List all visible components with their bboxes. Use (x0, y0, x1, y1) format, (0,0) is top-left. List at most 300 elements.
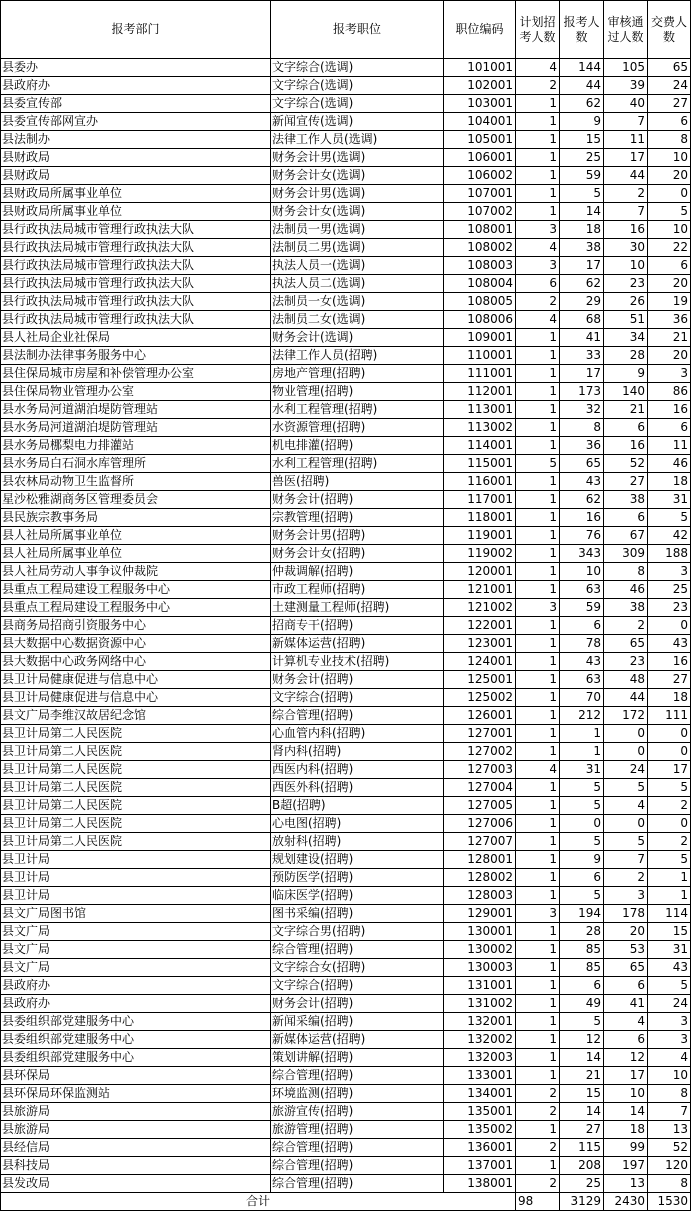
cell-paid: 8 (648, 1175, 691, 1193)
cell-plan: 1 (516, 941, 560, 959)
cell-paid: 18 (648, 689, 691, 707)
cell-position: 综合管理(招聘) (271, 1067, 444, 1085)
cell-approved: 23 (604, 653, 648, 671)
cell-plan: 1 (516, 1157, 560, 1175)
cell-dept: 县财政局 (1, 167, 271, 185)
cell-paid: 10 (648, 1067, 691, 1085)
table-row (1, 473, 691, 491)
cell-plan: 1 (516, 581, 560, 599)
cell-paid: 43 (648, 635, 691, 653)
cell-approved: 18 (604, 1121, 648, 1139)
cell-applied: 68 (560, 311, 604, 329)
cell-dept: 县大数据中心政务网络中心 (1, 653, 271, 671)
table-row (1, 221, 691, 239)
cell-paid: 114 (648, 905, 691, 923)
cell-approved: 9 (604, 365, 648, 383)
table-row (1, 545, 691, 563)
cell-approved: 16 (604, 221, 648, 239)
cell-dept: 县政府办 (1, 995, 271, 1013)
cell-position: 计算机专业技术(招聘) (271, 653, 444, 671)
cell-plan: 1 (516, 401, 560, 419)
cell-position: 西医外科(招聘) (271, 779, 444, 797)
cell-dept: 县卫计局第二人民医院 (1, 797, 271, 815)
cell-paid: 11 (648, 437, 691, 455)
cell-applied: 85 (560, 959, 604, 977)
cell-paid: 21 (648, 329, 691, 347)
cell-plan: 1 (516, 113, 560, 131)
cell-position: 招商专干(招聘) (271, 617, 444, 635)
cell-dept: 县商务局招商引资服务中心 (1, 617, 271, 635)
cell-paid: 43 (648, 959, 691, 977)
table-row (1, 635, 691, 653)
cell-position: 土建测量工程师(招聘) (271, 599, 444, 617)
cell-code: 135002 (444, 1121, 516, 1139)
cell-plan: 2 (516, 293, 560, 311)
cell-paid: 13 (648, 1121, 691, 1139)
cell-code: 129001 (444, 905, 516, 923)
cell-paid: 17 (648, 761, 691, 779)
table-row (1, 707, 691, 725)
cell-plan: 1 (516, 797, 560, 815)
table-row (1, 509, 691, 527)
cell-plan: 1 (516, 473, 560, 491)
table-body (1, 59, 691, 1193)
cell-approved: 41 (604, 995, 648, 1013)
cell-paid: 42 (648, 527, 691, 545)
cell-position: 放射科(招聘) (271, 833, 444, 851)
cell-position: 财务会计女(选调) (271, 203, 444, 221)
table-row (1, 527, 691, 545)
cell-position: 财务会计(选调) (271, 329, 444, 347)
cell-plan: 1 (516, 365, 560, 383)
cell-position: 预防医学(招聘) (271, 869, 444, 887)
cell-approved: 24 (604, 761, 648, 779)
cell-paid: 120 (648, 1157, 691, 1175)
cell-approved: 28 (604, 347, 648, 365)
cell-plan: 4 (516, 311, 560, 329)
cell-code: 117001 (444, 491, 516, 509)
table-row (1, 491, 691, 509)
table-row (1, 1049, 691, 1067)
cell-plan: 1 (516, 491, 560, 509)
cell-approved: 52 (604, 455, 648, 473)
cell-plan: 1 (516, 185, 560, 203)
table-row (1, 1121, 691, 1139)
cell-applied: 63 (560, 671, 604, 689)
cell-dept: 县委组织部党建服务中心 (1, 1049, 271, 1067)
cell-applied: 33 (560, 347, 604, 365)
cell-code: 111001 (444, 365, 516, 383)
cell-approved: 11 (604, 131, 648, 149)
table-row (1, 779, 691, 797)
cell-approved: 7 (604, 203, 648, 221)
cell-code: 119002 (444, 545, 516, 563)
cell-plan: 1 (516, 149, 560, 167)
cell-applied: 173 (560, 383, 604, 401)
cell-plan: 1 (516, 851, 560, 869)
cell-dept: 县卫计局第二人民医院 (1, 815, 271, 833)
cell-plan: 1 (516, 419, 560, 437)
cell-dept: 县委组织部党建服务中心 (1, 1013, 271, 1031)
cell-applied: 43 (560, 473, 604, 491)
cell-paid: 5 (648, 203, 691, 221)
table-row (1, 95, 691, 113)
cell-paid: 31 (648, 941, 691, 959)
cell-approved: 20 (604, 923, 648, 941)
cell-dept: 县环保局 (1, 1067, 271, 1085)
cell-applied: 27 (560, 1121, 604, 1139)
cell-dept: 县水务局河道湖泊堤防管理站 (1, 419, 271, 437)
table-row (1, 455, 691, 473)
cell-applied: 17 (560, 365, 604, 383)
cell-position: 仲裁调解(招聘) (271, 563, 444, 581)
cell-dept: 县经信局 (1, 1139, 271, 1157)
cell-approved: 34 (604, 329, 648, 347)
cell-applied: 36 (560, 437, 604, 455)
cell-code: 114001 (444, 437, 516, 455)
cell-dept: 县财政局所属事业单位 (1, 185, 271, 203)
cell-code: 112001 (444, 383, 516, 401)
cell-code: 127002 (444, 743, 516, 761)
cell-approved: 27 (604, 473, 648, 491)
cell-code: 135001 (444, 1103, 516, 1121)
cell-position: 法律工作人员(选调) (271, 131, 444, 149)
cell-plan: 2 (516, 1139, 560, 1157)
table-row (1, 671, 691, 689)
cell-position: 心电图(招聘) (271, 815, 444, 833)
cell-approved: 7 (604, 851, 648, 869)
cell-code: 108001 (444, 221, 516, 239)
cell-applied: 59 (560, 167, 604, 185)
cell-position: 机电排灌(招聘) (271, 437, 444, 455)
cell-code: 132002 (444, 1031, 516, 1049)
cell-applied: 62 (560, 491, 604, 509)
table-row (1, 77, 691, 95)
cell-paid: 3 (648, 563, 691, 581)
cell-position: 新媒体运营(招聘) (271, 635, 444, 653)
cell-plan: 1 (516, 887, 560, 905)
cell-applied: 6 (560, 869, 604, 887)
cell-paid: 0 (648, 743, 691, 761)
cell-paid: 6 (648, 113, 691, 131)
cell-code: 102001 (444, 77, 516, 95)
total-approved: 2430 (604, 1193, 648, 1211)
cell-approved: 5 (604, 779, 648, 797)
cell-paid: 8 (648, 131, 691, 149)
cell-plan: 1 (516, 1049, 560, 1067)
cell-dept: 县旅游局 (1, 1121, 271, 1139)
cell-paid: 5 (648, 851, 691, 869)
cell-dept: 县水务局梛梨电力排灌站 (1, 437, 271, 455)
cell-plan: 1 (516, 833, 560, 851)
cell-approved: 178 (604, 905, 648, 923)
cell-position: 临床医学(招聘) (271, 887, 444, 905)
cell-code: 106001 (444, 149, 516, 167)
cell-approved: 65 (604, 635, 648, 653)
cell-plan: 1 (516, 1067, 560, 1085)
cell-approved: 6 (604, 419, 648, 437)
cell-dept: 县文广局李维汉故居纪念馆 (1, 707, 271, 725)
cell-plan: 2 (516, 1103, 560, 1121)
cell-dept: 县文广局图书馆 (1, 905, 271, 923)
table-row (1, 923, 691, 941)
cell-code: 125001 (444, 671, 516, 689)
cell-code: 128001 (444, 851, 516, 869)
cell-applied: 25 (560, 149, 604, 167)
table-row (1, 383, 691, 401)
header-plan: 计划招考人数 (516, 1, 560, 59)
cell-plan: 3 (516, 599, 560, 617)
cell-paid: 25 (648, 581, 691, 599)
cell-paid: 31 (648, 491, 691, 509)
cell-code: 127007 (444, 833, 516, 851)
table-row (1, 617, 691, 635)
cell-paid: 16 (648, 653, 691, 671)
cell-paid: 24 (648, 995, 691, 1013)
cell-plan: 1 (516, 635, 560, 653)
cell-code: 127006 (444, 815, 516, 833)
cell-approved: 7 (604, 113, 648, 131)
cell-dept: 县卫计局第二人民医院 (1, 761, 271, 779)
cell-plan: 1 (516, 131, 560, 149)
cell-paid: 19 (648, 293, 691, 311)
cell-applied: 212 (560, 707, 604, 725)
cell-dept: 县卫计局第二人民医院 (1, 833, 271, 851)
cell-applied: 76 (560, 527, 604, 545)
cell-applied: 43 (560, 653, 604, 671)
table-row (1, 851, 691, 869)
table-row (1, 239, 691, 257)
table-row (1, 401, 691, 419)
cell-dept: 县重点工程局建设工程服务中心 (1, 599, 271, 617)
cell-approved: 5 (604, 833, 648, 851)
table-row (1, 815, 691, 833)
cell-paid: 4 (648, 1049, 691, 1067)
cell-dept: 县行政执法局城市管理行政执法大队 (1, 221, 271, 239)
table-row (1, 419, 691, 437)
cell-code: 128002 (444, 869, 516, 887)
cell-paid: 20 (648, 347, 691, 365)
cell-code: 123001 (444, 635, 516, 653)
table-row (1, 203, 691, 221)
cell-approved: 38 (604, 599, 648, 617)
cell-dept: 县科技局 (1, 1157, 271, 1175)
table-row (1, 311, 691, 329)
cell-approved: 51 (604, 311, 648, 329)
cell-plan: 1 (516, 869, 560, 887)
cell-applied: 65 (560, 455, 604, 473)
cell-dept: 县人社局所属事业单位 (1, 545, 271, 563)
cell-position: 执法人员二(选调) (271, 275, 444, 293)
cell-paid: 5 (648, 509, 691, 527)
cell-code: 115001 (444, 455, 516, 473)
cell-code: 134001 (444, 1085, 516, 1103)
cell-paid: 24 (648, 77, 691, 95)
cell-dept: 星沙松雅湖商务区管理委员会 (1, 491, 271, 509)
cell-code: 138001 (444, 1175, 516, 1193)
cell-code: 131002 (444, 995, 516, 1013)
cell-applied: 5 (560, 887, 604, 905)
cell-position: 旅游管理(招聘) (271, 1121, 444, 1139)
cell-plan: 1 (516, 977, 560, 995)
header-position: 报考职位 (271, 1, 444, 59)
cell-position: 法制员一男(选调) (271, 221, 444, 239)
cell-position: 新媒体运营(招聘) (271, 1031, 444, 1049)
cell-code: 133001 (444, 1067, 516, 1085)
cell-approved: 309 (604, 545, 648, 563)
cell-applied: 144 (560, 59, 604, 77)
table-row (1, 1031, 691, 1049)
cell-position: 规划建设(招聘) (271, 851, 444, 869)
cell-code: 131001 (444, 977, 516, 995)
table-row (1, 977, 691, 995)
cell-paid: 2 (648, 833, 691, 851)
cell-code: 104001 (444, 113, 516, 131)
cell-approved: 38 (604, 491, 648, 509)
cell-position: 水利工程管理(招聘) (271, 455, 444, 473)
cell-position: 财务会计(招聘) (271, 491, 444, 509)
cell-dept: 县民族宗教事务局 (1, 509, 271, 527)
cell-paid: 7 (648, 1103, 691, 1121)
cell-position: 文字综合(招聘) (271, 977, 444, 995)
cell-applied: 10 (560, 563, 604, 581)
cell-position: 综合管理(招聘) (271, 1175, 444, 1193)
table-row (1, 653, 691, 671)
cell-position: 文字综合(选调) (271, 59, 444, 77)
cell-paid: 0 (648, 617, 691, 635)
cell-applied: 85 (560, 941, 604, 959)
cell-dept: 县农林局动物卫生监督所 (1, 473, 271, 491)
table-row (1, 113, 691, 131)
total-row (1, 1193, 691, 1211)
cell-applied: 12 (560, 1031, 604, 1049)
cell-code: 109001 (444, 329, 516, 347)
cell-plan: 1 (516, 707, 560, 725)
cell-position: 财务会计女(招聘) (271, 545, 444, 563)
cell-dept: 县卫计局健康促进与信息中心 (1, 671, 271, 689)
cell-applied: 31 (560, 761, 604, 779)
cell-approved: 172 (604, 707, 648, 725)
cell-position: 综合管理(招聘) (271, 1139, 444, 1157)
cell-applied: 1 (560, 725, 604, 743)
cell-paid: 86 (648, 383, 691, 401)
cell-approved: 23 (604, 275, 648, 293)
cell-plan: 1 (516, 1031, 560, 1049)
cell-dept: 县政府办 (1, 977, 271, 995)
cell-approved: 48 (604, 671, 648, 689)
cell-approved: 99 (604, 1139, 648, 1157)
table-row (1, 869, 691, 887)
cell-plan: 4 (516, 239, 560, 257)
header-paid: 交费人数 (648, 1, 691, 59)
cell-position: 综合管理(招聘) (271, 707, 444, 725)
cell-plan: 1 (516, 959, 560, 977)
cell-approved: 13 (604, 1175, 648, 1193)
cell-applied: 8 (560, 419, 604, 437)
cell-applied: 70 (560, 689, 604, 707)
cell-applied: 17 (560, 257, 604, 275)
cell-approved: 2 (604, 185, 648, 203)
cell-position: 综合管理(招聘) (271, 941, 444, 959)
table-row (1, 437, 691, 455)
cell-approved: 0 (604, 815, 648, 833)
cell-plan: 1 (516, 167, 560, 185)
cell-code: 137001 (444, 1157, 516, 1175)
cell-position: 环境监测(招聘) (271, 1085, 444, 1103)
cell-applied: 38 (560, 239, 604, 257)
cell-code: 105001 (444, 131, 516, 149)
cell-plan: 6 (516, 275, 560, 293)
cell-position: 财务会计男(选调) (271, 149, 444, 167)
cell-dept: 县委宣传部 (1, 95, 271, 113)
cell-paid: 16 (648, 401, 691, 419)
cell-approved: 6 (604, 1031, 648, 1049)
cell-paid: 188 (648, 545, 691, 563)
cell-code: 121002 (444, 599, 516, 617)
table-row (1, 1157, 691, 1175)
cell-applied: 49 (560, 995, 604, 1013)
cell-dept: 县财政局所属事业单位 (1, 203, 271, 221)
table-row (1, 167, 691, 185)
cell-dept: 县行政执法局城市管理行政执法大队 (1, 311, 271, 329)
cell-plan: 1 (516, 527, 560, 545)
cell-approved: 140 (604, 383, 648, 401)
cell-paid: 10 (648, 149, 691, 167)
cell-code: 108002 (444, 239, 516, 257)
cell-code: 127005 (444, 797, 516, 815)
cell-plan: 1 (516, 923, 560, 941)
cell-approved: 46 (604, 581, 648, 599)
cell-code: 121001 (444, 581, 516, 599)
cell-dept: 县卫计局 (1, 887, 271, 905)
cell-code: 108006 (444, 311, 516, 329)
cell-applied: 194 (560, 905, 604, 923)
cell-position: 水利工程管理(招聘) (271, 401, 444, 419)
cell-dept: 县旅游局 (1, 1103, 271, 1121)
table-row (1, 131, 691, 149)
cell-approved: 65 (604, 959, 648, 977)
cell-paid: 3 (648, 1013, 691, 1031)
header-row (1, 1, 691, 59)
cell-paid: 6 (648, 419, 691, 437)
cell-applied: 5 (560, 1013, 604, 1031)
cell-plan: 1 (516, 329, 560, 347)
cell-dept: 县人社局所属事业单位 (1, 527, 271, 545)
cell-dept: 县水务局白石洞水库管理所 (1, 455, 271, 473)
header-code: 职位编码 (444, 1, 516, 59)
table-row (1, 1139, 691, 1157)
header-applied: 报考人数 (560, 1, 604, 59)
cell-code: 108004 (444, 275, 516, 293)
cell-code: 132001 (444, 1013, 516, 1031)
cell-plan: 1 (516, 671, 560, 689)
cell-dept: 县行政执法局城市管理行政执法大队 (1, 293, 271, 311)
cell-paid: 3 (648, 1031, 691, 1049)
cell-code: 106002 (444, 167, 516, 185)
cell-plan: 1 (516, 95, 560, 113)
cell-position: 财务会计(招聘) (271, 995, 444, 1013)
cell-paid: 18 (648, 473, 691, 491)
cell-code: 107002 (444, 203, 516, 221)
cell-applied: 18 (560, 221, 604, 239)
cell-paid: 52 (648, 1139, 691, 1157)
cell-approved: 10 (604, 257, 648, 275)
cell-paid: 6 (648, 257, 691, 275)
cell-position: 物业管理(招聘) (271, 383, 444, 401)
cell-code: 124001 (444, 653, 516, 671)
table-row (1, 329, 691, 347)
cell-plan: 1 (516, 743, 560, 761)
